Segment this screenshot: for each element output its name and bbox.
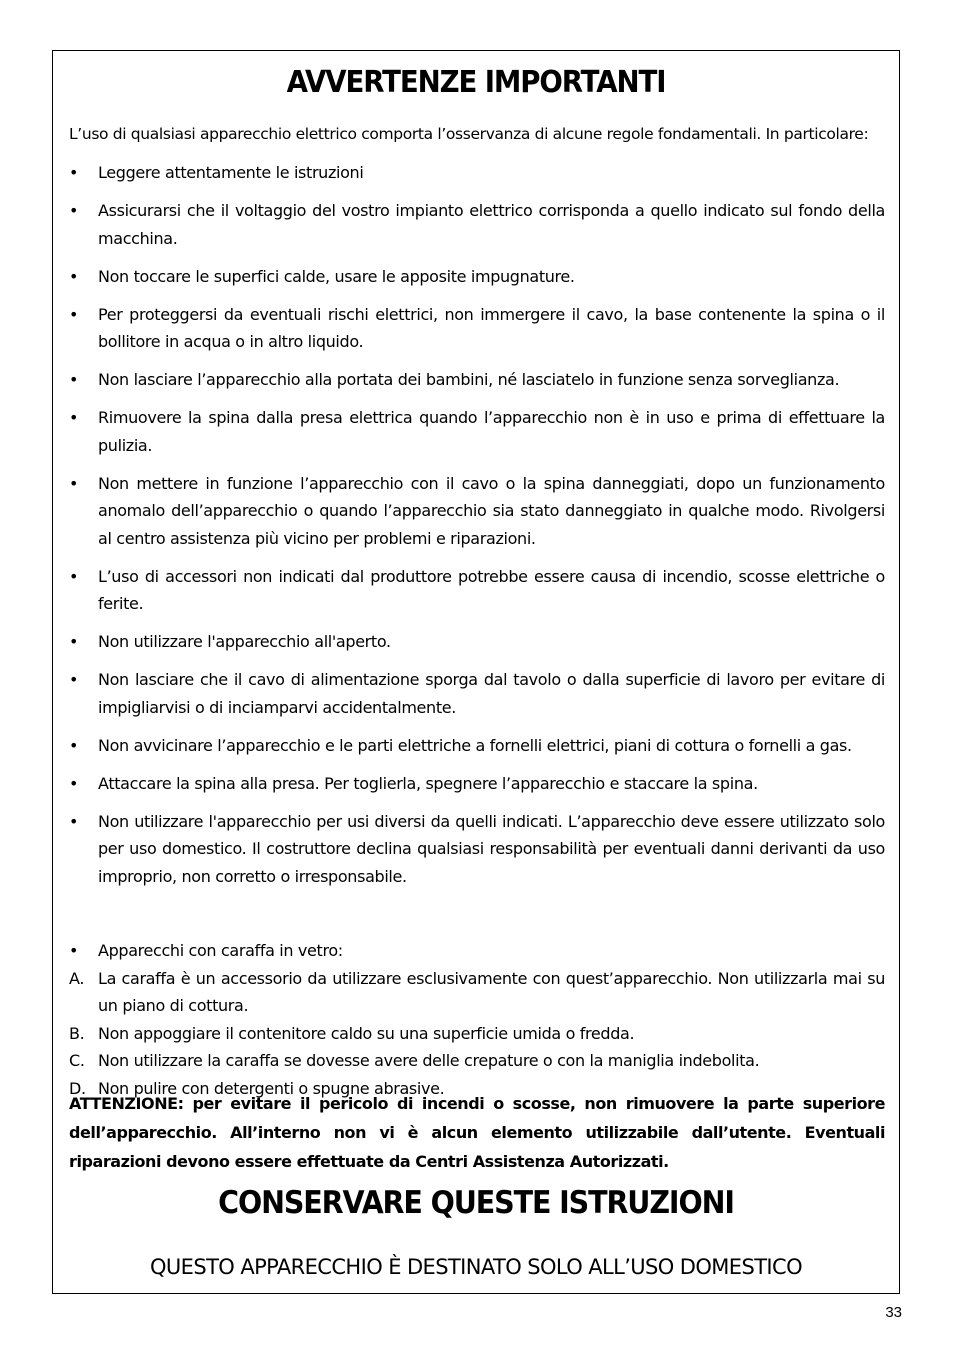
carafe-item-text: Non appoggiare il contenitore caldo su una superficie umida o fredda. [98,1023,635,1043]
list-item-text: Per proteggersi da eventuali rischi elettrici, non immergere il cavo, la base contenente la spina o il bollitore in acqua o in altro liquido. [98,304,885,351]
bullet-icon: • [69,811,79,831]
domestic-use-notice: QUESTO APPARECCHIO È DESTINATO SOLO ALL’USO DOMESTICO [149,1255,803,1279]
list-item-text: L’uso di accessori non indicati dal produttore potrebbe essere causa di incendio, scosse elettriche o ferite. [98,566,885,613]
list-item-text: Rimuovere la spina dalla presa elettrica quando l’apparecchio non è in uso e prima di effettuare la pulizia. [98,408,885,455]
bullet-icon: • [69,473,79,493]
warning-paragraph: ATTENZIONE: per evitare il pericolo di incendi o scosse, non rimuovere la parte superiore dell’apparecchio. All’interno non vi è alcun elemento utilizzabile dall’utente. Eventuali riparazioni devono essere effettuate da Centri Assistenza Autorizzati. [69,1094,885,1171]
list-item [69,197,885,252]
carafe-item-text: Non utilizzare la caraffa se dovesse avere delle crepature o con la maniglia indebolita. [98,1051,760,1070]
carafe-item [69,1020,885,1048]
carafe-item-text: Non pulire con detergenti o spugne abrasive. [98,1078,445,1098]
glass-carafe-section [69,937,885,1102]
page-number: 33 [885,1304,902,1321]
carafe-item [69,1047,885,1075]
list-item-text: Non lasciare che il cavo di alimentazione sporga dal tavolo o dalla superficie di lavoro per evitare di impigliarvisi o di inciamparvi accidentalmente. [98,670,885,717]
bullet-icon: • [69,735,79,755]
glass-carafe-heading-text: Apparecchi con caraffa in vetro: [98,941,343,960]
glass-carafe-heading [69,937,885,965]
list-item [69,301,885,356]
bullet-icon: • [69,632,79,651]
page-title: AVVERTENZE IMPORTANTI [286,65,666,100]
carafe-item-marker: B. [69,1023,85,1043]
keep-instructions-heading: CONSERVARE QUESTE ISTRUZIONI [218,1185,734,1221]
list-item [69,159,885,187]
bullet-icon: • [69,408,79,427]
list-item [69,770,885,798]
carafe-item [69,965,885,1020]
bullet-icon: • [69,266,79,286]
bullet-icon: • [69,370,79,389]
carafe-item-marker: C. [69,1051,85,1070]
bullet-icon: • [69,670,79,689]
list-item [69,563,885,618]
list-item-text: Non mettere in funzione l’apparecchio con il cavo o la spina danneggiati, dopo un funzionamento anomalo dell’apparecchio o quando l’apparecchio sia stato danneggiato in qualche modo. Rivolgersi al centro assistenza più vicino per problemi e riparazioni. [98,473,885,548]
bullet-icon: • [69,163,79,182]
bullet-icon: • [69,304,79,324]
bullet-icon: • [69,941,79,960]
list-item [69,263,885,291]
carafe-item-text: La caraffa è un accessorio da utilizzare esclusivamente con quest’apparecchio. Non utilizzarla mai su un piano di cottura. [98,968,885,1015]
list-item [69,470,885,553]
list-item [69,808,885,891]
list-item-text: Leggere attentamente le istruzioni [98,163,364,182]
list-item-text: Non utilizzare l'apparecchio per usi diversi da quelli indicati. L’apparecchio deve essere utilizzato solo per uso domestico. Il costruttore declina qualsiasi responsabilità per eventuali danni derivanti da uso improprio, non corretto o irresponsabile. [98,811,885,886]
list-item [69,666,885,721]
warnings-frame [52,50,900,1294]
list-item-text: Assicurarsi che il voltaggio del vostro impianto elettrico corrisponda a quello indicato sul fondo della macchina. [98,201,885,248]
list-item-text: Non toccare le superfici calde, usare le apposite impugnature. [98,266,575,286]
list-item [69,732,885,760]
carafe-item-marker: A. [69,968,85,988]
bullet-icon: • [69,566,79,586]
list-item-text: Non utilizzare l'apparecchio all'aperto. [98,632,391,651]
warnings-list [69,159,885,901]
list-item-text: Attaccare la spina alla presa. Per toglierla, spegnere l’apparecchio e staccare la spina. [98,773,758,793]
list-item [69,404,885,459]
intro-paragraph: L’uso di qualsiasi apparecchio elettrico comporta l’osservanza di alcune regole fondamentali. In particolare: [69,125,869,143]
list-item [69,628,885,656]
bullet-icon: • [69,773,79,793]
bullet-icon: • [69,201,79,220]
list-item-text: Non lasciare l’apparecchio alla portata dei bambini, né lasciatelo in funzione senza sorveglianza. [98,370,840,389]
list-item-text: Non avvicinare l’apparecchio e le parti elettriche a fornelli elettrici, piani di cottura o fornelli a gas. [98,735,852,755]
carafe-item-marker: D. [69,1078,86,1098]
list-item [69,366,885,394]
